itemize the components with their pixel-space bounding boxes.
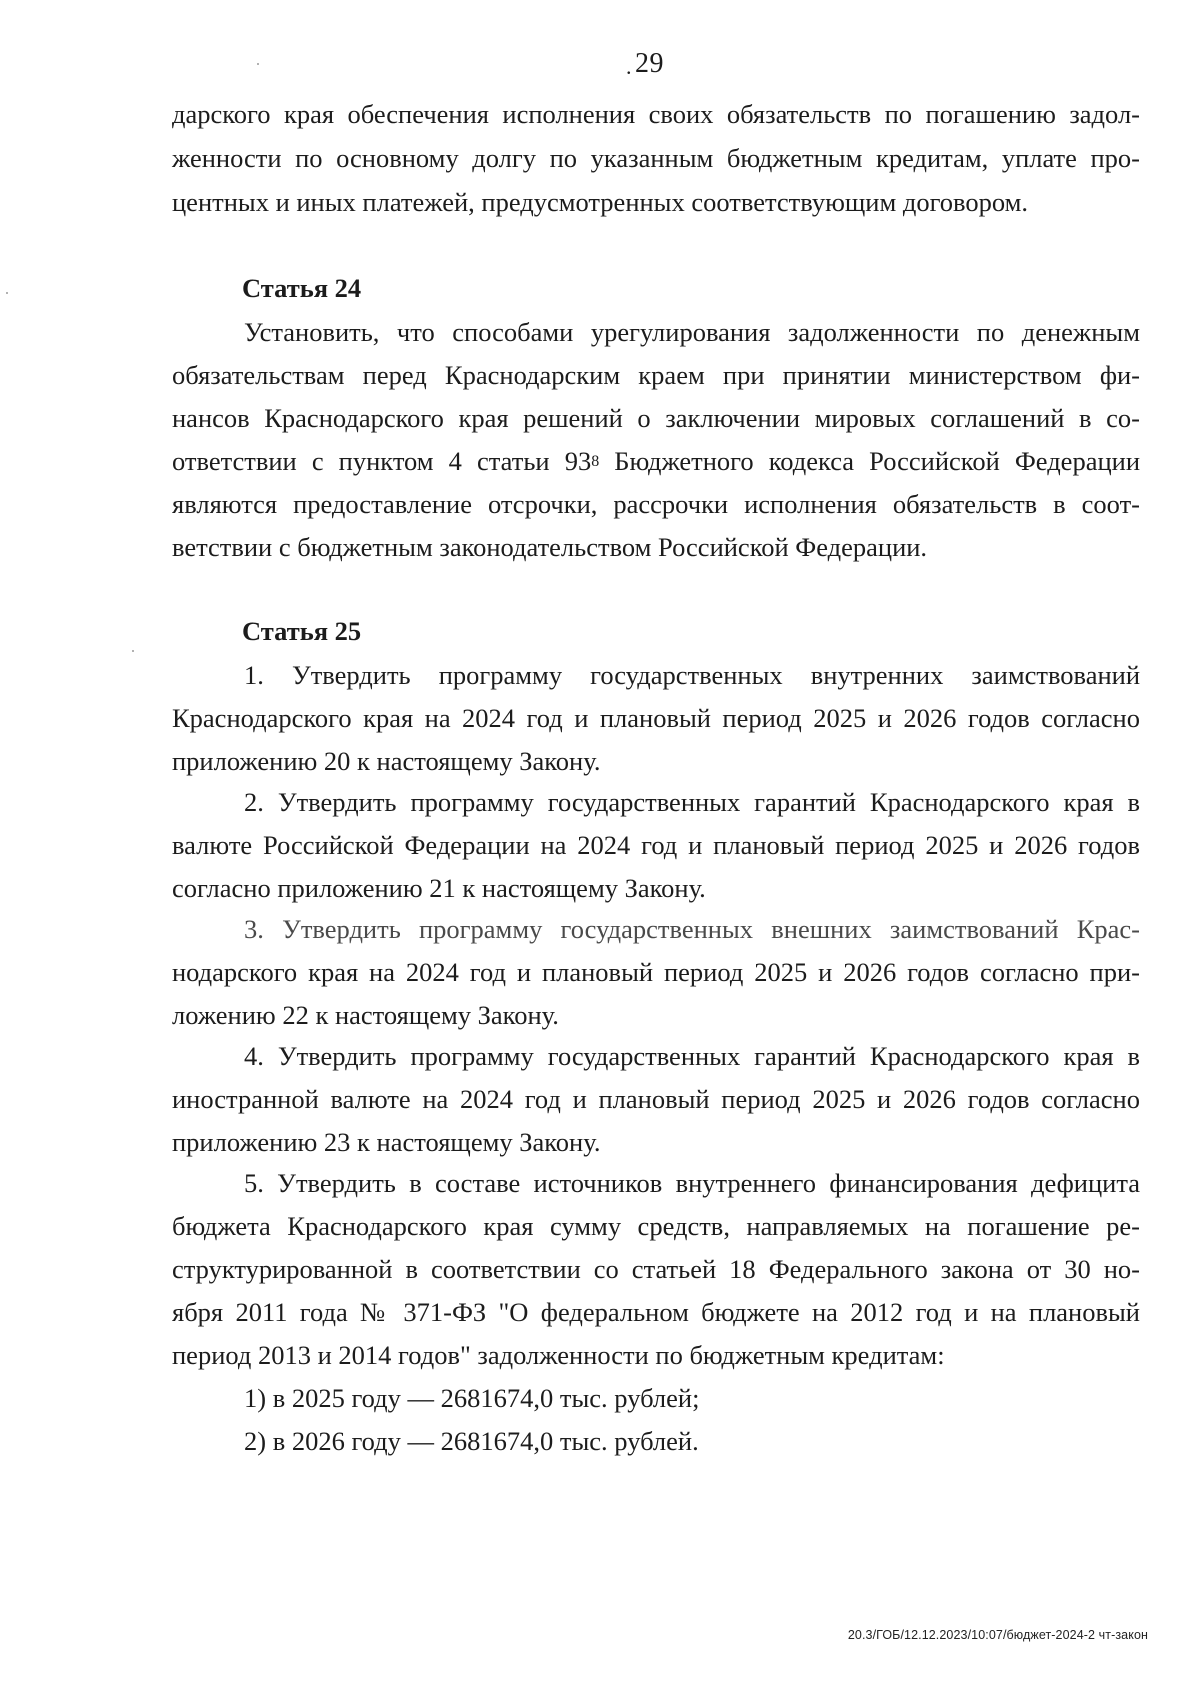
- article-24-line: Установить, что способами урегулирования задолженности по денежным: [244, 317, 1140, 347]
- intro-line: дарского края обеспечения исполнения своих обязательств по погашению задол-: [172, 99, 1140, 129]
- article-25-p4-line: 4. Утвердить программу государственных гарантий Краснодарского края в: [244, 1041, 1140, 1071]
- article-25-p3-line: нодарского края на 2024 год и плановый период 2025 и 2026 годов согласно при-: [172, 957, 1140, 987]
- list-item: 2) в 2026 году — 2681674,0 тыс. рублей.: [244, 1426, 699, 1456]
- article-25-p1-line: приложению 20 к настоящему Закону.: [172, 746, 601, 776]
- article-25-p1-line: 1. Утвердить программу государственных внутренних заимствований: [244, 660, 1140, 690]
- article-25-p5-line: период 2013 и 2014 годов" задолженности по бюджетным кредитам:: [172, 1340, 945, 1370]
- article-25-p4-line: приложению 23 к настоящему Закону.: [172, 1127, 601, 1157]
- list-item: 1) в 2025 году — 2681674,0 тыс. рублей;: [244, 1383, 700, 1413]
- superscript-number: 8: [591, 453, 600, 470]
- article-25-p3-line: 3. Утвердить программу государственных внешних заимствований Крас-: [244, 914, 1140, 944]
- footer-code: 20.3/ГОБ/12.12.2023/10:07/бюджет-2024-2 чт-закон: [847, 1628, 1148, 1642]
- article-25-p5-line: ября 2011 года № 371-ФЗ "О федеральном бюджете на 2012 год и на плановый: [172, 1297, 1140, 1327]
- intro-line: центных и иных платежей, предусмотренных соответствующим договором.: [172, 187, 1029, 217]
- article-24-line: обязательствам перед Краснодарским краем при принятии министерством фи-: [172, 360, 1140, 390]
- article-24-line-part: Бюджетного кодекса Российской Федерации: [599, 446, 1141, 476]
- article-24-heading: Статья 24: [242, 273, 362, 303]
- page-number: [626, 44, 664, 85]
- article-25-p5-line: 5. Утвердить в составе источников внутреннего финансирования дефицита: [244, 1168, 1140, 1198]
- article-25-p5-line: структурированной в соответствии со статьей 18 Федерального закона от 30 но-: [172, 1254, 1140, 1284]
- article-24-line: [172, 443, 1140, 479]
- article-25-p3-line: ложению 22 к настоящему Закону.: [172, 1000, 559, 1030]
- scan-speck: [6, 292, 8, 294]
- scan-speck: [132, 650, 134, 652]
- article-24-line: являются предоставление отсрочки, рассрочки исполнения обязательств в соот-: [172, 489, 1140, 519]
- article-25-p2-line: 2. Утвердить программу государственных гарантий Краснодарского края в: [244, 787, 1140, 817]
- scan-speck: [257, 63, 259, 65]
- article-25-p4-line: иностранной валюте на 2024 год и плановый период 2025 и 2026 годов согласно: [172, 1084, 1140, 1114]
- article-25-p5-line: бюджета Краснодарского края сумму средств, направляемых на погашение ре-: [172, 1211, 1140, 1241]
- article-25-p1-line: Краснодарского края на 2024 год и плановый период 2025 и 2026 годов согласно: [172, 703, 1140, 733]
- article-24-line: нансов Краснодарского края решений о заключении мировых соглашений в со-: [172, 403, 1140, 433]
- article-24-line-part: ответствии с пунктом 4 статьи 93: [172, 446, 592, 476]
- page-number-mark: .: [626, 54, 632, 79]
- article-25-p2-line: согласно приложению 21 к настоящему Закону.: [172, 873, 706, 903]
- intro-line: женности по основному долгу по указанным бюджетным кредитам, уплате про-: [172, 143, 1140, 173]
- article-25-heading: Статья 25: [242, 616, 362, 646]
- article-24-line: ветствии с бюджетным законодательством Российской Федерации.: [172, 532, 928, 562]
- page-number-value: 29: [635, 48, 664, 79]
- article-25-p2-line: валюте Российской Федерации на 2024 год и плановый период 2025 и 2026 годов: [172, 830, 1140, 860]
